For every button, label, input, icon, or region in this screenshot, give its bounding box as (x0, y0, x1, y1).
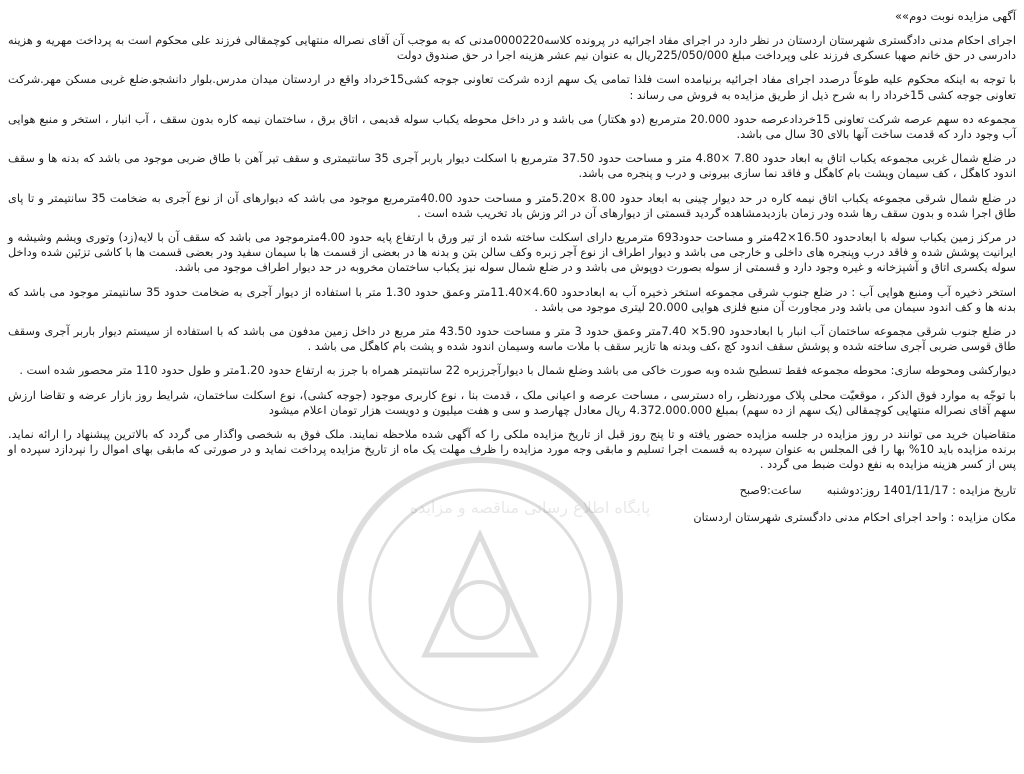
watermark-text: پایگاه اطلاع رسانی مناقصه و مزایده (409, 498, 651, 517)
auction-place: مکان مزایده : واحد اجرای احکام مدنی دادگستری شهرستان اردستان (693, 510, 1016, 524)
paragraph-central-hall: در مرکز زمین یکباب سوله با ابعادحدود 16.50×42متر و مساحت حدود693 مترمربع دارای اسکلت ساخته شده از تیر ورق با ارتفاع پایه حدود 4.00مترموجود می باشد که سقف آن با لایه(زد) وتوری ویشم وشیشه و ایرانیت پوشش شده و فاقد درب وپنجره های داخلی و خارجی می باشد و دیوار اطراف از نوع آجر زبره وکف سالن بتن و بدنه ها در بعضی از قسمت ها با سیمان سفید ودر بعضی قسمت ها با کاشی تزئین شده وداخل سوله یکسری اتاق و آشپزخانه و غیره وجود دارد و قسمتی از سوله بصورت دوپوش می باشد و در ضلع شمال سوله نیز یکباب ساختمان مخروبه در حد دیوار اطراف موجود می باشد. (8, 231, 1016, 275)
notice-title: آگهی مزایده نوبت دوم»» (895, 9, 1016, 23)
paragraph-valuation: با توجّه به موارد فوق الذکر ، موقعیّت محلی پلاک موردنظر، راه دسترسی ، مساحت عرصه و اعیانی ملک ، قدمت بنا ، نوع کاربری موجود (جوجه کشی)، نوع اسکلت ساختمان، شرایط روز بازار عرضه و تقاضا ارزش سهم آقای نصراله منتهایی کوچمقالی (یک سهم از ده سهم) بمبلغ 4.372.000.000 ریال معادل چهارصد و سی و هفت میلیون و دویست هزار تومان اعلام میشود (8, 388, 1016, 417)
auction-date-value: 1401/11/17 (883, 483, 949, 497)
auction-weekday: روز:دوشنبه (826, 483, 880, 497)
auction-time: ساعت:9صبح (739, 483, 802, 497)
paragraph-site-overview: مجموعه ده سهم عرصه شرکت تعاونی 15خردادعرصه حدود 20.000 مترمربع (دو هکتار) می باشد و در داخل محوطه یکباب سوله قدیمی ، اتاق برق ، ساختمان نیمه کاره بدون سقف ، آب انبار ، استخر و منبع هوایی آب وجود دارد که قدمت ساخت آنها بالای 30 سال می باشد. (8, 112, 1016, 142)
paragraph-share-sale: با توجه به اینکه محکوم علیه طوعاً درصدد اجرای مفاد اجرائیه برنیامده است فلذا تمامی یک سهم ازده شرکت تعاونی جوجه کشی15خرداد واقع در اردستان میدان مدرس.بلوار دانشجو.ضلع غربی مسکن مهر.شرکت تعاونی جوجه کشی 15خرداد را به شرح ذیل از طریق مزایده به فروش می رساند : (8, 73, 1017, 102)
paragraph-water-pool: استخر ذخیره آب ومنبع هوایی آب : در ضلع جنوب شرقی مجموعه استخر ذخیره آب به ابعادحدود 4.60×11.40متر وعمق حدود 1.30 متر با استفاده از دیوار آجری به ضخامت حدود 35 سانتیمتر موجود می باشد که بدنه ها و کف اندود سیمان می باشد ودر مجاورت آن منبع فلزی هوایی 20.000 لیتری موجود می باشد . (8, 285, 1017, 314)
paragraph-case-intro: اجرای احکام مدنی دادگستری شهرستان اردستان در نظر دارد در اجرای مفاد اجرائیه در پرونده کلاسه0000220مدنی که به موجب آن آقای نصراله منتهایی کوچمقالی فرزند علی محکوم است به پرداخت مهریه و هزینه دادرسی در حق خانم صهبا عسکری فرزند علی وپرداخت مبلغ 225/050/000ریال به عنوان نیم عشر هزینه اجرا در حق صندوق دولت (8, 34, 1016, 63)
auction-date-line (8, 483, 1016, 498)
paragraph-northwest-room: در ضلع شمال غربی مجموعه یکباب اتاق به ابعاد حدود 7.80 ×4.80 متر و مساحت حدود 37.50 مترمربع با اسکلت دیوار باربر آجری 35 سانتیمتری و سقف تیر آهن با طاق ضربی موجود می باشد که بدنه ها و سقف اندود کاهگل ، کف سیمان ویشت بام کاهگل و فاقد نما سازی بیرونی و درب و پنجره می باشد. (8, 152, 1017, 181)
paragraph-cistern: در ضلع جنوب شرقی مجموعه ساختمان آب انبار با ابعادحدود 5.90× 7.40متر وعمق حدود 3 متر و مساحت حدود 43.50 متر مربع در داخل زمین مدفون می باشد که با استفاده از سیستم دیوار باربر آجری وسقف طاق قوسی ضربی آجری ساخته شده و پوشش سقف اندود کچ ،کف وبدنه ها تازیر سقف با ملات ماسه وسیمان اندود شده و پشت بام کاهگل می باشد . (8, 325, 1016, 354)
paragraph-bidding-terms: متقاضیان خرید می توانند در روز مزایده در جلسه مزایده حضور یافته و تا پنج روز قبل از تاریخ مزایده ملکی را که آگهی شده ملاحظه نمایند. ملک فوق به شخصی واگذار می گردد که بالاترین پیشنهاد را ارائه نماید. برنده مزایده باید 10% بها را فی المجلس به عنوان سپرده به قسمت اجرا تسلیم و مابقی وجه مورد مزایده را ظرف مهلت یک ماه از تاریخ مزایده پرداخت نماید و در صورتی که مابقی بهای اموال را نپردازد سپرده او پس از کسر هزینه مزایده به نفع دولت ضبط می گردد . (8, 428, 1017, 472)
auction-date-label: تاریخ مزایده : (952, 483, 1016, 497)
paragraph-fencing: دیوارکشی ومحوطه سازی: محوطه مجموعه فقط تسطیح شده وبه صورت خاکی می باشد وضلع شمال با دیوارآجرزبره 22 سانتیمتر همراه با جرز به ارتفاع حدود 1.20متر و طول حدود 110 متر محصور شده است . (19, 364, 1016, 378)
paragraph-northeast-room: در ضلع شمال شرقی مجموعه یکباب اتاق نیمه کاره در حد دیوار چینی به ابعاد حدود 8.00 ×5.20متر و مساحت حدود 40.00مترمربع موجود می باشد که دیوارهای آن از نوع آجری به ضخامت 35 سانتیمتر و تا پای طاق اجرا شده و بدون سقف رها شده ودر زمان بازدیدمشاهده گردید قسمتی از دیوارهای آن در اثر وزش باد تخریب شده است . (8, 191, 1016, 220)
